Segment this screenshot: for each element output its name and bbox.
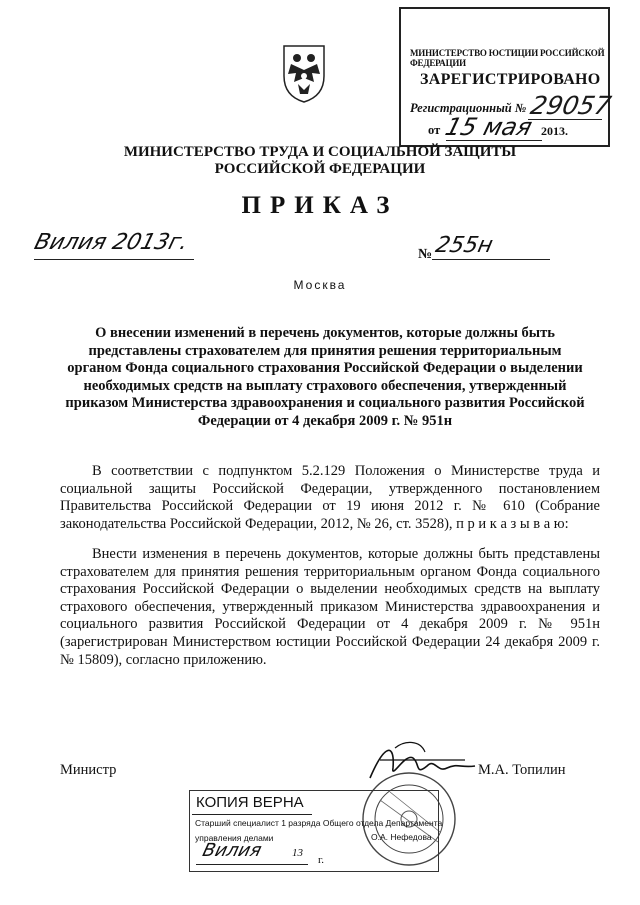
signer-name: М.А. Топилин (478, 762, 566, 778)
copy-stamp-position: Старший специалист 1 разряда Общего отдела Департамента (195, 818, 443, 828)
order-number-value: 255н (433, 233, 496, 258)
signer-title: Министр (60, 762, 117, 778)
order-title: ПРИКАЗ (241, 192, 399, 219)
copy-stamp-date-underline (196, 864, 308, 865)
order-number-label: № (418, 247, 433, 262)
ministry-title-line2: РОССИЙСКОЙ ФЕДЕРАЦИИ (214, 161, 426, 177)
paragraph-order: Внести изменения в перечень документов, которые должны быть представлены страхователем для принятия решения территориальным органом Фонда социального страхования Российской Федерации о выделении необходимых средств на выплату страхового обеспечения, утвержденный приказом Министерства здравоохранения и социального развития Российской Федерации от 4 декабря 2009 г. № 951н (зарегистрирован Министерством юстиции Российской Федерации 24 декабря 2009 г. № 15809), согласно приложению. (60, 546, 600, 668)
registration-date-year: 2013. (541, 124, 568, 138)
city: Москва (293, 278, 347, 292)
copy-stamp-year-label: г. (318, 854, 325, 866)
copy-stamp-department: управления делами (195, 833, 274, 843)
paragraph-basis: В соответствии с подпунктом 5.2.129 Положения о Министерстве труда и социальной защиты Российской Федерации, утвержденного постановлением Правительства Российской Федерации от 19 июня 2012 г. № 610 (Собрание законодательства Российской Федерации, 2012, № 26, ст. 3528), п р и к а з ы в а ю: (60, 463, 600, 532)
registration-number-underline (528, 119, 602, 120)
registration-date-value: 15 мая (442, 113, 536, 141)
coat-of-arms-emblem (278, 40, 330, 104)
registration-ministry: МИНИСТЕРСТВО ЮСТИЦИИ РОССИЙСКОЙ ФЕДЕРАЦИИ (410, 48, 605, 68)
ministry-title-line1: МИНИСТЕРСТВО ТРУДА И СОЦИАЛЬНОЙ ЗАЩИТЫ (123, 144, 517, 160)
order-date (31, 230, 195, 255)
registration-date-underline (446, 140, 542, 141)
registration-number-value: 29057 (527, 91, 614, 120)
registration-date-prefix: от (428, 123, 441, 137)
registration-title: ЗАРЕГИСТРИРОВАНО (420, 71, 601, 88)
registration-number-label: Регистрационный № (410, 101, 527, 115)
copy-stamp-person: О.А. Нефедова (371, 832, 432, 842)
order-number-underline (432, 259, 550, 260)
copy-stamp-date: Вилия (200, 840, 264, 861)
order-date-underline (34, 259, 194, 260)
copy-stamp-title: КОПИЯ ВЕРНА (196, 794, 304, 811)
ministry-title (0, 144, 640, 178)
copy-stamp-year-suffix: 13 (292, 847, 303, 859)
copy-stamp-title-underline (192, 814, 312, 815)
document-heading: О внесении изменений в перечень документов, которые должны быть представлены страхователем для принятия решения территориальным органом Фонда социального страхования Российской Федерации о выделении необходимых средств на выплату страхового обеспечения, утвержденный приказом Министерства здравоохранения и социального развития Российской Федерации от 4 декабря 2009 г. № 951н (65, 325, 585, 429)
order-date-value: Вилия 2013г. (31, 230, 191, 255)
